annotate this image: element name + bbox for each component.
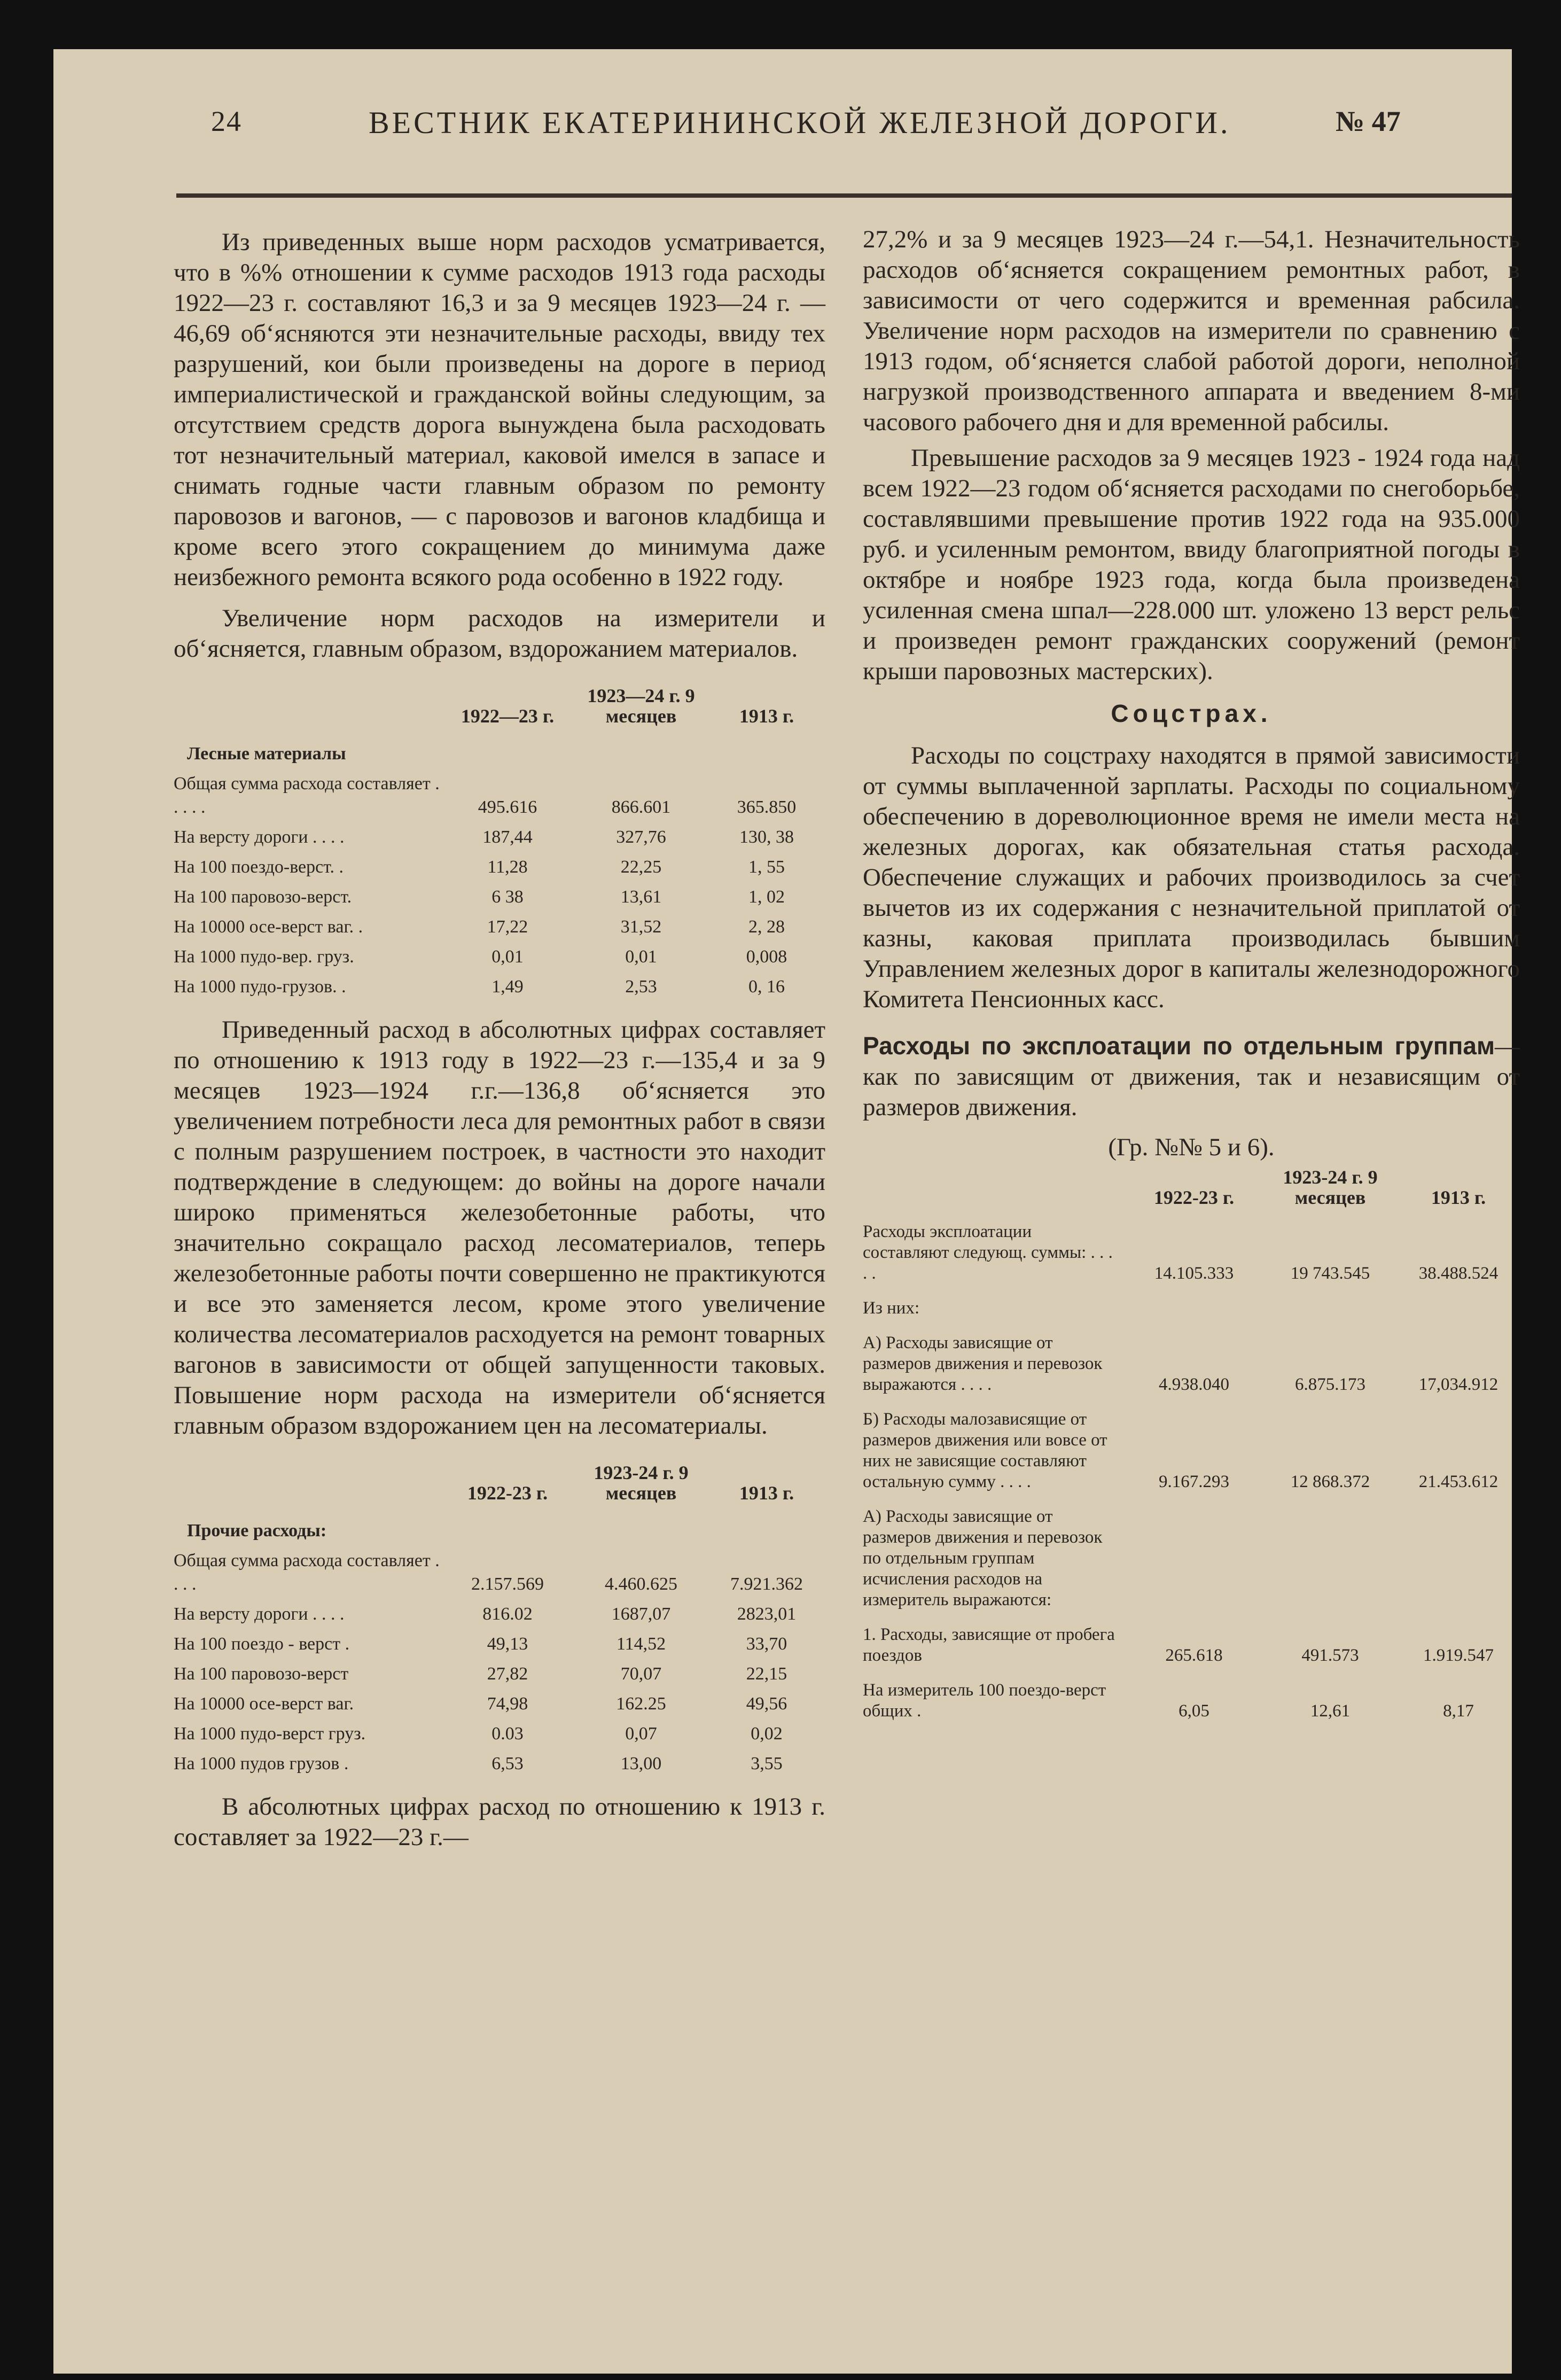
cell-value: 327,76: [616, 827, 666, 847]
cell-value: 0,02: [751, 1724, 783, 1744]
cell-value: 491.573: [1301, 1646, 1359, 1665]
cell-value: [1397, 1284, 1520, 1319]
cell-value: 27,82: [487, 1664, 528, 1684]
row-label: Расходы эксплоатации составляют следующ. суммы: . . . . .: [863, 1222, 1113, 1283]
cell-value: 816.02: [482, 1604, 533, 1624]
row-label: А) Расходы зависящие от размеров движения и перевозок по отдельным группам исчисления расходов на измеритель выражаются:: [863, 1507, 1103, 1609]
cell-value: 265.618: [1165, 1646, 1223, 1665]
cell-value: 1,49: [491, 977, 524, 997]
table-row: [863, 1319, 1520, 1395]
table-row: [863, 1208, 1520, 1284]
row-label: На 10000 осе-верст ваг. .: [174, 917, 363, 937]
column-header: 1922-23 г.: [1153, 1187, 1235, 1208]
left-column: [174, 227, 825, 1853]
row-label: На 100 паровозо-верст: [174, 1664, 349, 1684]
cell-value: 11,28: [487, 857, 528, 877]
table-row: [174, 1543, 825, 1596]
row-label: Б) Расходы малозависящие от размеров движения или вовсе от них не зависящие составляют остальную сумму . . . .: [863, 1410, 1107, 1491]
paragraph: Приведенный расход в абсолютных цифрах составляет по отношению к 1913 году в 1922—23 г.—135,4 и за 9 месяцев 1923—1924 г.г.—136,8 об‘ясняется это увеличением потребности леса для ремонтных работ в связи с полным разрушением построек, в частности это находит подтверждение в следующем: до войны на дороге начали широко применяться железобетонные работы, что значительно сокращало расход лесоматериалов, теперь железобетонные работы почти совершенно не практикуются и все это заменяется лесом, кроме этого увеличение количества лесоматериалов расходуется на ремонт товарных вагонов в зависимости от общей запущенности таковых. Повышение норм расхода на измерители об‘ясняется главным образом вздорожанием цен на лесоматериалы.: [174, 1016, 825, 1440]
table-group-label: Лесные материалы: [187, 744, 346, 764]
row-label: Из них:: [863, 1298, 920, 1318]
cell-value: 114,52: [616, 1634, 666, 1654]
table-row: [174, 939, 825, 969]
table-group-label: Прочие расходы:: [187, 1521, 327, 1541]
page-header: [126, 105, 1515, 164]
cell-value: 6.875.173: [1295, 1375, 1365, 1394]
table-row: [863, 1492, 1520, 1611]
paragraph: Увеличение норм расходов на измерители и об‘ясняется, главным образом, вздорожанием материалов.: [174, 604, 825, 663]
cell-value: 162.25: [616, 1694, 666, 1714]
cell-value: 3,55: [751, 1754, 783, 1774]
row-label: На версту дороги . . . .: [174, 827, 345, 847]
cell-value: 187,44: [482, 827, 533, 847]
cell-value: 1.919.547: [1423, 1646, 1494, 1665]
column-header: 1922-23 г.: [467, 1482, 548, 1504]
row-label: На 100 поездо-верст. .: [174, 857, 344, 877]
cell-value: 1, 02: [748, 887, 785, 907]
cell-value: 0.03: [491, 1724, 524, 1744]
cell-value: 19 743.545: [1290, 1264, 1370, 1283]
cell-value: 4.460.625: [605, 1574, 677, 1594]
cell-value: 6 38: [491, 887, 524, 907]
table-row: [863, 1611, 1520, 1666]
cell-value: 17,22: [487, 917, 528, 937]
paragraph: Из приведенных выше норм расходов усматривается, что в %% отношении к сумме расходов 1913 года расходы 1922—23 г. составляют 16,3 и за 9 месяцев 1923—24 г. — 46,69 об‘ясняются эти незначительные расходы, ввиду тех разрушений, кои были произведены на дороге в период империалистической и гражданской войны следующим, за отсутствием средств дорога вынуждена была расходовать тот незначительный материал, каковой имелся в запасе и снимать годные части главным образом по ремонту паровозов и вагонов, — с паровозов и вагонов кладбища и кроме всего этого сокращением до минимума даже неизбежного ремонта всякого рода особенно в 1922 году.: [174, 228, 825, 591]
table-row: [174, 1596, 825, 1626]
cell-value: 6,53: [491, 1754, 524, 1774]
table-row: [174, 819, 825, 849]
cell-value: 14.105.333: [1154, 1264, 1234, 1283]
cell-value: 2,53: [625, 977, 657, 997]
column-header: 1923—24 г. 9 месяцев: [587, 685, 695, 727]
row-label: На 100 поездо - верст .: [174, 1634, 350, 1654]
page-number: 24: [211, 105, 242, 137]
cell-value: 13,61: [620, 887, 662, 907]
cell-value: 0,01: [491, 947, 524, 967]
table-row: [863, 1395, 1520, 1492]
table-operating-expenses: [863, 1167, 1520, 1722]
cell-value: 12,61: [1310, 1701, 1351, 1721]
cell-value: 31,52: [620, 917, 662, 937]
cell-value: 22,25: [620, 857, 662, 877]
cell-value: 2.157.569: [471, 1574, 544, 1594]
cell-value: [1125, 1492, 1263, 1611]
column-header: 1922—23 г.: [461, 705, 555, 727]
row-label: На версту дороги . . . .: [174, 1604, 345, 1624]
cell-value: 22,15: [746, 1664, 787, 1684]
row-label: На 1000 пудо-верст груз.: [174, 1724, 366, 1744]
cell-value: 12 868.372: [1290, 1472, 1370, 1491]
table-row: [174, 1656, 825, 1686]
cell-value: 2, 28: [748, 917, 785, 937]
column-header: 1913 г.: [739, 705, 794, 727]
cell-value: 4.938.040: [1159, 1375, 1229, 1394]
row-label: Общая сумма расхода составляет . . . .: [174, 1551, 440, 1594]
journal-title: ВЕСТНИК ЕКАТЕРИНИНСКОЙ ЖЕЛЕЗНОЙ ДОРОГИ.: [369, 105, 1231, 140]
cell-value: 9.167.293: [1159, 1472, 1229, 1491]
cell-value: 0,008: [746, 947, 787, 967]
cell-value: 74,98: [487, 1694, 528, 1714]
paragraph: Расходы по соцстраху находятся в прямой зависимости от суммы выплаченной зарплаты. Расходы по социальному обеспечению в дореволюционное время не имели места на железных дорогах, как обязательная статья расхода. Обеспечение служащих и рабочих производилось за счет вычетов из их содержания с незначительной приплатой от казны, каковая приплата производилась бывшим Управлением железных дорог в капиталы железнодорожного Комитета Пенсионных касс.: [863, 742, 1520, 1013]
table-other-expenses: [174, 1463, 825, 1776]
cell-value: 38.488.524: [1418, 1264, 1498, 1283]
cell-value: 8,17: [1443, 1701, 1474, 1721]
cell-value: 365.850: [737, 797, 797, 817]
cell-value: 70,07: [620, 1664, 662, 1684]
column-header: 1923-24 г. 9 месяцев: [1283, 1166, 1378, 1208]
row-label: На 1000 пудо-вер. груз.: [174, 947, 354, 967]
table-row: [174, 766, 825, 819]
table-lumber: [174, 686, 825, 999]
cell-value: 17,034.912: [1418, 1375, 1498, 1394]
paragraph-text: —как по зависящим от движения, так и независящим от размеров движения.: [863, 1032, 1520, 1121]
cell-value: 1687,07: [611, 1604, 671, 1624]
cell-value: 2823,01: [737, 1604, 797, 1624]
cell-value: 13,00: [620, 1754, 662, 1774]
cell-value: [1125, 1284, 1263, 1319]
cell-value: [1397, 1492, 1520, 1611]
table-row: [174, 1626, 825, 1656]
issue-number: № 47: [1336, 105, 1401, 137]
paragraph: Превышение расходов за 9 месяцев 1923 - 1924 года над всем 1922—23 годом об‘ясняется расходами по снегоборьбе, составлявшими превышение против 1922 года на 935.000 руб. и усиленным ремонтом, ввиду благоприятной погоды в октябре и ноябре 1923 года, когда была произведена усиленная смена шпал—228.000 шт. уложено 13 верст рельс и произведен ремонт гражданских сооружений (ремонт крыши паровозных мастерских).: [863, 444, 1520, 685]
cell-value: [1263, 1284, 1397, 1319]
column-header: 1913 г.: [739, 1482, 794, 1504]
table-row: [863, 1284, 1520, 1319]
cell-value: [1263, 1492, 1397, 1611]
cell-value: 49,56: [746, 1694, 787, 1714]
header-rule: [176, 193, 1512, 198]
cell-value: 49,13: [487, 1634, 528, 1654]
cell-value: 21.453.612: [1418, 1472, 1498, 1491]
row-label: 1. Расходы, зависящие от пробега поездов: [863, 1625, 1115, 1665]
table-row: [174, 909, 825, 939]
bold-lead-in: Расходы по эксплоатации по отдельным группам: [863, 1032, 1495, 1060]
cell-value: 130, 38: [739, 827, 794, 847]
table-row: [863, 1666, 1520, 1722]
cell-value: 495.616: [478, 797, 537, 817]
table-row: [174, 879, 825, 909]
row-label: На 1000 пудов грузов .: [174, 1754, 349, 1774]
cell-value: 0, 16: [748, 977, 785, 997]
column-header: 1923-24 г. 9 месяцев: [594, 1462, 689, 1504]
cell-value: 1, 55: [748, 857, 785, 877]
table-row: [174, 1746, 825, 1776]
row-label: Общая сумма расхода составляет . . . . .: [174, 774, 440, 817]
cell-value: 7.921.362: [730, 1574, 803, 1594]
row-label: На измеритель 100 поездо-верст общих .: [863, 1681, 1106, 1721]
cell-value: 33,70: [746, 1634, 787, 1654]
column-header: 1913 г.: [1431, 1187, 1486, 1208]
row-label: На 100 паровозо-верст.: [174, 887, 352, 907]
row-label: А) Расходы зависящие от размеров движения и перевозок выражаются . . . .: [863, 1333, 1103, 1394]
section-heading: Соцстрах.: [1111, 699, 1272, 727]
table-row: [174, 1686, 825, 1716]
row-label: На 1000 пудо-грузов. .: [174, 977, 346, 997]
right-column: [863, 224, 1520, 1722]
paragraph: [863, 1031, 1520, 1123]
table-row: [174, 849, 825, 879]
table-row: [174, 1716, 825, 1746]
cell-value: 0,01: [625, 947, 657, 967]
row-label: На 10000 осе-верст ваг.: [174, 1694, 354, 1714]
cell-value: 6,05: [1178, 1701, 1209, 1721]
reference-note: (Гр. №№ 5 и 6).: [1108, 1133, 1275, 1161]
cell-value: 866.601: [611, 797, 671, 817]
cell-value: 0,07: [625, 1724, 657, 1744]
paragraph: В абсолютных цифрах расход по отношению к 1913 г. составляет за 1922—23 г.—: [174, 1793, 825, 1851]
paragraph: 27,2% и за 9 месяцев 1923—24 г.—54,1. Незначительность расходов об‘ясняется сокращением ремонтных работ, в зависимости от чего содержится и временная рабсила. Увеличение норм расходов на измерители по сравнению с 1913 годом, об‘ясняется слабой работой дороги, неполной нагрузкой производственного аппарата и введением 8-ми часового рабочего дня и для временной рабсилы.: [863, 225, 1520, 436]
table-row: [174, 969, 825, 999]
